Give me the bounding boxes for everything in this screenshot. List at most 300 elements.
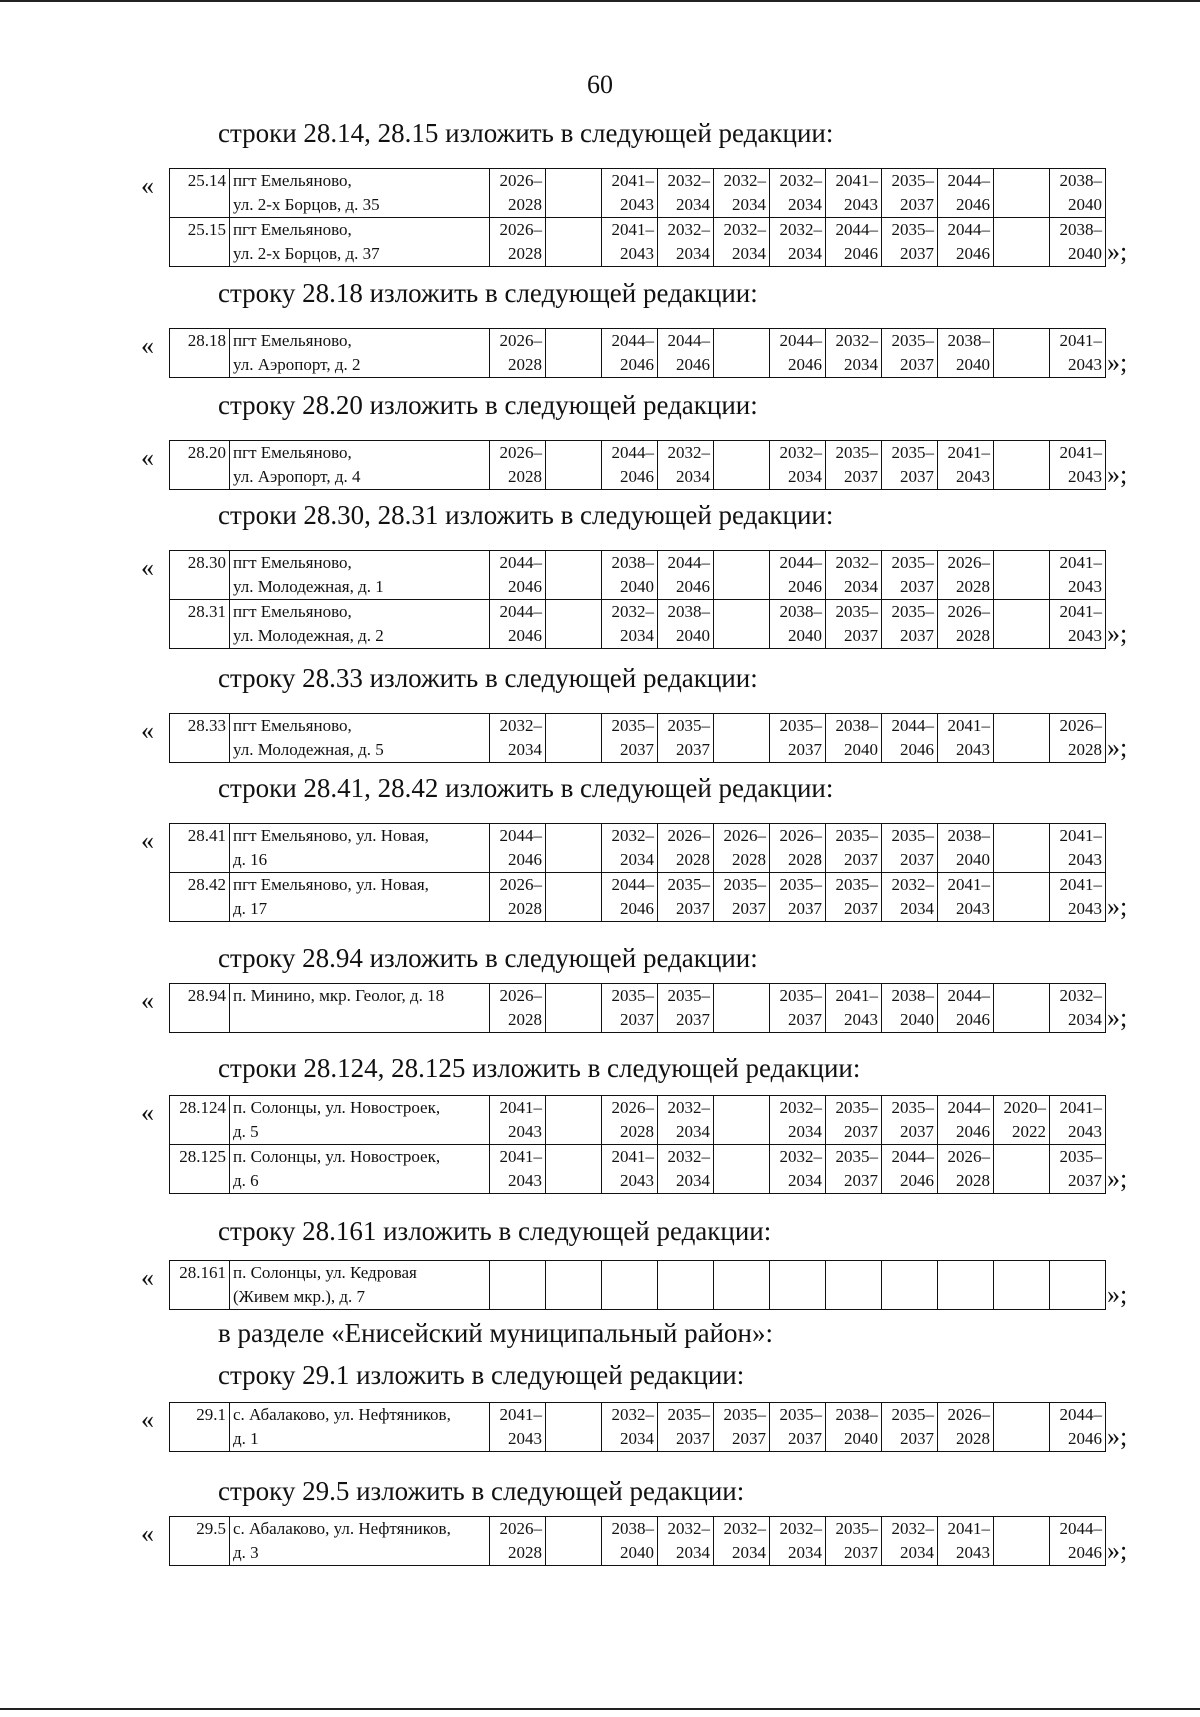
- year-cell: [938, 984, 994, 1033]
- year-cell: [602, 551, 658, 600]
- close-quote: »;: [1107, 1422, 1128, 1451]
- year-value: 2040: [1068, 244, 1102, 263]
- year-cell: [770, 1145, 826, 1194]
- address-line: п. Солонцы, ул. Новостроек,: [233, 1098, 441, 1117]
- year-value: 2028: [508, 467, 542, 486]
- table-row: [170, 1403, 1106, 1452]
- year-value: 2034: [676, 195, 710, 214]
- year-value: 2032–: [835, 331, 878, 350]
- address-line: ул. 2-х Борцов, д. 37: [233, 244, 380, 263]
- year-cell: [602, 329, 658, 378]
- year-value: 2035–: [835, 443, 878, 462]
- year-value: 2035–: [891, 220, 934, 239]
- close-quote: »;: [1107, 619, 1128, 648]
- year-cell: [490, 329, 546, 378]
- year-value: 2043: [1068, 1122, 1102, 1141]
- year-value: 2043: [956, 467, 990, 486]
- year-value: 2035–: [835, 1147, 878, 1166]
- year-cell: [882, 873, 938, 922]
- year-value: 2028: [732, 850, 766, 869]
- year-cell: [994, 551, 1050, 600]
- row-number: 28.125: [170, 1145, 230, 1194]
- year-cell: [602, 1517, 658, 1566]
- close-quote: »;: [1107, 1164, 1128, 1193]
- year-value: [605, 1261, 654, 1285]
- year-value: [493, 1285, 542, 1309]
- year-value: [997, 1169, 1046, 1193]
- year-value: 2026–: [667, 826, 710, 845]
- open-quote: «: [141, 1519, 154, 1548]
- year-cell: [490, 873, 546, 922]
- year-cell: [994, 218, 1050, 267]
- year-value: [1053, 1285, 1102, 1309]
- address-line: [233, 1008, 486, 1032]
- year-value: 2043: [1068, 899, 1102, 918]
- year-value: 2028: [956, 626, 990, 645]
- year-value: 2035–: [891, 553, 934, 572]
- year-value: [549, 848, 598, 872]
- year-value: [661, 1261, 710, 1285]
- year-value: 2046: [844, 244, 878, 263]
- address-cell: [230, 1096, 490, 1145]
- year-value: 2037: [844, 1122, 878, 1141]
- year-value: [885, 1261, 934, 1285]
- year-cell: [1050, 984, 1106, 1033]
- year-cell: [490, 714, 546, 763]
- year-value: 2035–: [835, 1098, 878, 1117]
- year-value: [661, 1285, 710, 1309]
- amendment-heading: строки 28.124, 28.125 изложить в следующей редакции:: [218, 1053, 861, 1083]
- table-row: [170, 169, 1106, 218]
- year-cell: [714, 169, 770, 218]
- year-value: 2034: [900, 899, 934, 918]
- year-cell: [770, 600, 826, 649]
- address-line: д. 5: [233, 1122, 259, 1141]
- year-cell: [826, 984, 882, 1033]
- year-cell: [994, 984, 1050, 1033]
- year-cell: [658, 984, 714, 1033]
- year-value: [997, 1285, 1046, 1309]
- open-quote: «: [141, 1098, 154, 1127]
- year-cell: [546, 824, 602, 873]
- address-line: ул. Молодежная, д. 1: [233, 577, 384, 596]
- year-value: 2032–: [779, 1098, 822, 1117]
- year-value: 2046: [788, 355, 822, 374]
- year-value: 2032–: [891, 875, 934, 894]
- year-value: 2038–: [947, 331, 990, 350]
- year-cell: [658, 1096, 714, 1145]
- year-cell: [770, 984, 826, 1033]
- year-value: 2043: [1068, 467, 1102, 486]
- year-value: [997, 465, 1046, 489]
- year-value: 2044–: [779, 331, 822, 350]
- row-number: 28.41: [170, 824, 230, 873]
- year-value: 2034: [788, 244, 822, 263]
- year-value: 2028: [508, 195, 542, 214]
- year-cell: [546, 1517, 602, 1566]
- year-value: 2034: [620, 850, 654, 869]
- year-value: 2037: [844, 850, 878, 869]
- year-value: 2026–: [947, 1405, 990, 1424]
- year-cell: [1050, 1403, 1106, 1452]
- year-value: 2028: [956, 577, 990, 596]
- year-value: [605, 1285, 654, 1309]
- year-cell: [714, 873, 770, 922]
- year-value: 2037: [844, 1543, 878, 1562]
- year-value: 2034: [1068, 1010, 1102, 1029]
- open-quote: «: [141, 826, 154, 855]
- year-value: [717, 600, 766, 624]
- year-value: [549, 329, 598, 353]
- year-cell: [826, 441, 882, 490]
- year-value: 2028: [508, 899, 542, 918]
- year-value: 2038–: [891, 986, 934, 1005]
- year-value: 2035–: [835, 826, 878, 845]
- year-value: 2043: [844, 195, 878, 214]
- address-line: пгт Емельяново, ул. Новая,: [233, 826, 429, 845]
- year-cell: [770, 714, 826, 763]
- year-value: 2035–: [891, 826, 934, 845]
- year-value: [549, 1285, 598, 1309]
- year-value: [997, 1541, 1046, 1565]
- year-value: 2041–: [1059, 602, 1102, 621]
- year-value: [997, 242, 1046, 266]
- year-value: 2046: [1068, 1429, 1102, 1448]
- year-value: 2032–: [611, 1405, 654, 1424]
- year-cell: [714, 1145, 770, 1194]
- year-value: [549, 1261, 598, 1285]
- address-line: ул. Молодежная, д. 5: [233, 740, 384, 759]
- year-value: 2035–: [779, 1405, 822, 1424]
- year-value: 2037: [844, 626, 878, 645]
- open-quote: «: [141, 171, 154, 200]
- year-value: 2037: [900, 850, 934, 869]
- year-value: [997, 169, 1046, 193]
- year-value: 2026–: [499, 443, 542, 462]
- year-cell: [714, 984, 770, 1033]
- year-value: 2032–: [667, 171, 710, 190]
- year-value: [549, 714, 598, 738]
- year-value: 2037: [676, 740, 710, 759]
- year-value: 2044–: [891, 1147, 934, 1166]
- year-cell: [770, 218, 826, 267]
- year-value: 2026–: [499, 331, 542, 350]
- year-cell: [938, 441, 994, 490]
- year-value: 2044–: [611, 443, 654, 462]
- year-value: [549, 1427, 598, 1451]
- year-cell: [994, 600, 1050, 649]
- year-value: [549, 551, 598, 575]
- amendment-heading: строки 28.41, 28.42 изложить в следующей редакции:: [218, 773, 834, 803]
- year-cell: [546, 1145, 602, 1194]
- year-value: [941, 1261, 990, 1285]
- year-value: 2041–: [835, 171, 878, 190]
- row-number: 28.31: [170, 600, 230, 649]
- year-value: 2035–: [667, 1405, 710, 1424]
- address-line: пгт Емельяново,: [233, 602, 352, 621]
- address-line: п. Минино, мкр. Геолог, д. 18: [233, 986, 445, 1005]
- address-line: пгт Емельяново, ул. Новая,: [233, 875, 429, 894]
- year-value: [717, 329, 766, 353]
- year-cell: [490, 441, 546, 490]
- year-value: 2043: [1068, 355, 1102, 374]
- year-value: 2035–: [611, 716, 654, 735]
- year-value: 2041–: [1059, 826, 1102, 845]
- year-value: 2026–: [723, 826, 766, 845]
- year-cell: [882, 824, 938, 873]
- year-cell: [938, 824, 994, 873]
- year-value: 2041–: [611, 1147, 654, 1166]
- address-line: пгт Емельяново,: [233, 443, 352, 462]
- year-value: [997, 984, 1046, 1008]
- year-value: [549, 193, 598, 217]
- year-value: [717, 551, 766, 575]
- amendment-table: [169, 550, 1106, 649]
- amendment-table: [169, 328, 1106, 378]
- year-value: [941, 1285, 990, 1309]
- year-value: 2034: [788, 467, 822, 486]
- year-value: 2034: [676, 1543, 710, 1562]
- year-value: 2041–: [1059, 875, 1102, 894]
- year-value: 2044–: [667, 331, 710, 350]
- address-line: д. 3: [233, 1543, 259, 1562]
- close-quote: »;: [1107, 1003, 1128, 1032]
- year-value: 2043: [620, 195, 654, 214]
- year-value: [549, 242, 598, 266]
- address-line: ул. 2-х Борцов, д. 35: [233, 195, 380, 214]
- address-line: пгт Емельяново,: [233, 716, 352, 735]
- year-value: 2028: [956, 1171, 990, 1190]
- year-cell: [602, 218, 658, 267]
- year-value: 2037: [900, 355, 934, 374]
- year-value: 2035–: [779, 716, 822, 735]
- year-value: [549, 575, 598, 599]
- year-value: 2044–: [667, 553, 710, 572]
- year-value: 2041–: [499, 1405, 542, 1424]
- year-cell: [938, 218, 994, 267]
- year-value: 2035–: [1059, 1147, 1102, 1166]
- amendment-table: [169, 1516, 1106, 1566]
- year-value: [997, 873, 1046, 897]
- year-value: [549, 1169, 598, 1193]
- year-cell: [770, 1096, 826, 1145]
- year-value: 2032–: [667, 1147, 710, 1166]
- year-cell: [826, 600, 882, 649]
- year-value: 2034: [620, 1429, 654, 1448]
- year-value: 2043: [508, 1429, 542, 1448]
- year-cell: [994, 1517, 1050, 1566]
- year-cell: [1050, 169, 1106, 218]
- year-cell: [826, 824, 882, 873]
- year-value: 2037: [844, 1171, 878, 1190]
- year-cell: [546, 441, 602, 490]
- row-number: 28.42: [170, 873, 230, 922]
- year-value: 2035–: [891, 602, 934, 621]
- year-value: 2037: [900, 467, 934, 486]
- address-cell: [230, 441, 490, 490]
- year-value: 2032–: [611, 826, 654, 845]
- year-value: 2044–: [1059, 1519, 1102, 1538]
- year-value: 2043: [956, 740, 990, 759]
- year-cell: [938, 873, 994, 922]
- year-value: [717, 1145, 766, 1169]
- amendment-table: [169, 1095, 1106, 1194]
- row-number: 28.94: [170, 984, 230, 1033]
- year-value: 2032–: [779, 171, 822, 190]
- year-value: 2041–: [1059, 331, 1102, 350]
- year-value: 2028: [1068, 740, 1102, 759]
- year-value: 2041–: [611, 171, 654, 190]
- year-value: 2035–: [667, 875, 710, 894]
- year-value: 2046: [956, 244, 990, 263]
- address-cell: [230, 1517, 490, 1566]
- year-value: [885, 1285, 934, 1309]
- year-value: 2028: [620, 1122, 654, 1141]
- year-value: 2046: [900, 740, 934, 759]
- year-value: 2034: [732, 244, 766, 263]
- year-cell: [490, 600, 546, 649]
- year-value: 2046: [620, 899, 654, 918]
- year-value: 2044–: [499, 602, 542, 621]
- year-cell: [658, 1517, 714, 1566]
- year-value: 2037: [788, 1429, 822, 1448]
- year-cell: [882, 169, 938, 218]
- year-value: 2026–: [947, 602, 990, 621]
- year-cell: [602, 600, 658, 649]
- year-cell: [1050, 1261, 1106, 1310]
- year-value: [717, 1120, 766, 1144]
- year-cell: [994, 169, 1050, 218]
- year-value: 2041–: [499, 1098, 542, 1117]
- year-value: 2028: [508, 1010, 542, 1029]
- year-cell: [826, 1261, 882, 1310]
- year-value: 2035–: [723, 1405, 766, 1424]
- year-value: 2043: [956, 899, 990, 918]
- address-line: пгт Емельяново,: [233, 553, 352, 572]
- year-value: 2044–: [499, 553, 542, 572]
- year-cell: [882, 714, 938, 763]
- year-cell: [602, 1096, 658, 1145]
- year-value: [829, 1285, 878, 1309]
- year-value: 2040: [844, 740, 878, 759]
- year-value: [717, 984, 766, 1008]
- year-cell: [658, 1261, 714, 1310]
- address-cell: [230, 218, 490, 267]
- year-value: [549, 873, 598, 897]
- year-cell: [602, 714, 658, 763]
- year-value: 2043: [956, 1543, 990, 1562]
- year-value: 2040: [900, 1010, 934, 1029]
- row-number: 25.15: [170, 218, 230, 267]
- section-heading: в разделе «Енисейский муниципальный район»:: [218, 1318, 773, 1348]
- year-value: 2046: [620, 467, 654, 486]
- year-value: [717, 738, 766, 762]
- year-value: 2032–: [723, 171, 766, 190]
- year-value: [549, 465, 598, 489]
- row-number: 28.124: [170, 1096, 230, 1145]
- amendment-table: [169, 823, 1106, 922]
- year-cell: [938, 600, 994, 649]
- year-value: [997, 1427, 1046, 1451]
- amendment-heading: строки 28.30, 28.31 изложить в следующей редакции:: [218, 500, 834, 530]
- year-cell: [938, 1145, 994, 1194]
- year-value: 2037: [732, 899, 766, 918]
- table-row: [170, 824, 1106, 873]
- year-value: [717, 1008, 766, 1032]
- year-value: 2037: [900, 626, 934, 645]
- year-value: 2037: [732, 1429, 766, 1448]
- year-cell: [1050, 1145, 1106, 1194]
- year-value: 2026–: [499, 171, 542, 190]
- amendment-heading: строку 28.161 изложить в следующей редакции:: [218, 1216, 772, 1246]
- year-value: 2032–: [779, 1147, 822, 1166]
- year-cell: [714, 600, 770, 649]
- year-value: [717, 1169, 766, 1193]
- year-value: [549, 441, 598, 465]
- year-value: 2044–: [947, 1098, 990, 1117]
- year-value: [549, 984, 598, 1008]
- year-value: [549, 1403, 598, 1427]
- year-value: 2028: [676, 850, 710, 869]
- year-value: [549, 824, 598, 848]
- year-cell: [1050, 329, 1106, 378]
- year-value: 2043: [1068, 626, 1102, 645]
- close-quote: »;: [1107, 460, 1128, 489]
- address-cell: [230, 1261, 490, 1310]
- year-value: [549, 897, 598, 921]
- year-value: [717, 714, 766, 738]
- open-quote: «: [141, 331, 154, 360]
- address-line: д. 16: [233, 850, 268, 869]
- year-cell: [658, 169, 714, 218]
- year-value: 2034: [620, 626, 654, 645]
- year-value: 2040: [956, 850, 990, 869]
- year-cell: [546, 714, 602, 763]
- table-row: [170, 714, 1106, 763]
- year-cell: [770, 824, 826, 873]
- table-row: [170, 1517, 1106, 1566]
- year-cell: [826, 873, 882, 922]
- year-cell: [602, 441, 658, 490]
- year-cell: [546, 873, 602, 922]
- year-value: [717, 1261, 766, 1285]
- year-value: [829, 1261, 878, 1285]
- year-cell: [882, 1403, 938, 1452]
- close-quote: »;: [1107, 892, 1128, 921]
- year-value: 2032–: [779, 220, 822, 239]
- year-value: 2041–: [947, 716, 990, 735]
- year-value: 2026–: [611, 1098, 654, 1117]
- year-value: 2020–: [1003, 1098, 1046, 1117]
- year-value: 2038–: [611, 553, 654, 572]
- year-value: 2038–: [1059, 220, 1102, 239]
- year-value: 2037: [620, 1010, 654, 1029]
- year-cell: [826, 329, 882, 378]
- year-value: 2034: [844, 577, 878, 596]
- year-value: 2037: [788, 899, 822, 918]
- year-value: [717, 1285, 766, 1309]
- year-value: 2034: [676, 1122, 710, 1141]
- year-cell: [826, 218, 882, 267]
- year-value: 2041–: [947, 443, 990, 462]
- year-value: [997, 1403, 1046, 1427]
- year-cell: [882, 1145, 938, 1194]
- year-cell: [938, 1517, 994, 1566]
- row-number: 29.1: [170, 1403, 230, 1452]
- year-value: 2041–: [835, 986, 878, 1005]
- year-value: 2034: [676, 244, 710, 263]
- year-value: 2038–: [779, 602, 822, 621]
